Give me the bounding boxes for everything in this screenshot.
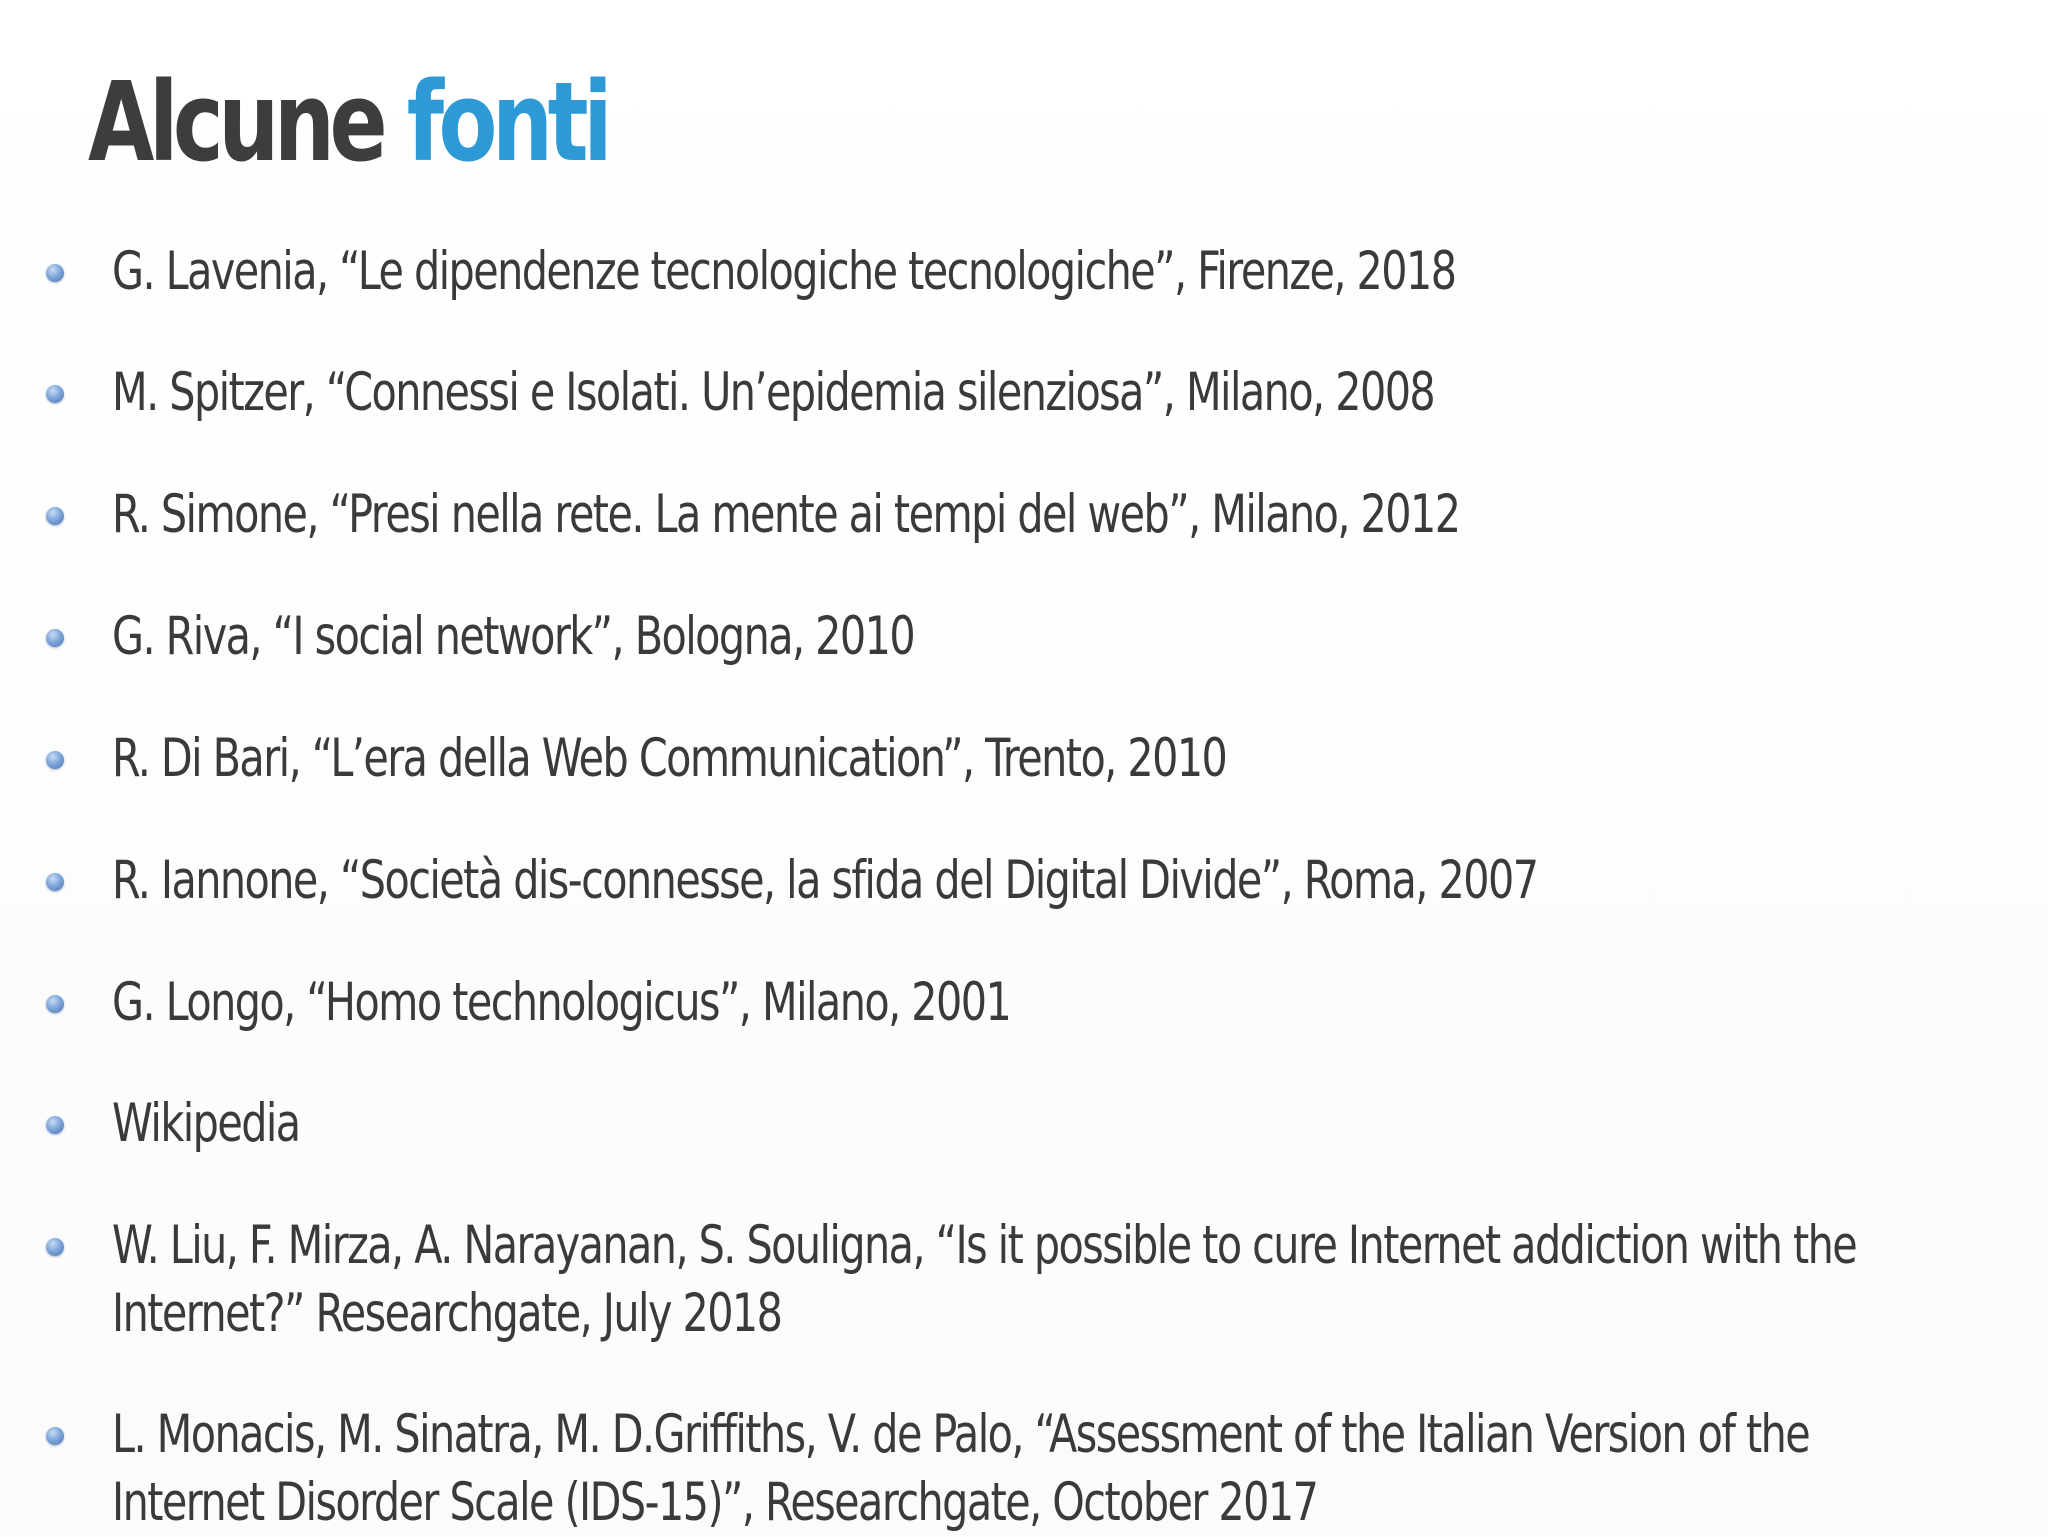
bullet-icon	[46, 629, 64, 647]
bullet-icon	[46, 751, 64, 769]
source-text: Wikipedia	[112, 1093, 300, 1154]
source-text: G. Longo, “Homo technologicus”, Milano, 2001	[112, 972, 1011, 1033]
bullet-icon	[46, 507, 64, 525]
source-text: M. Spitzer, “Connessi e Isolati. Un’epidemia silenziosa”, Milano, 2008	[112, 362, 1435, 423]
source-text: R. Di Bari, “L’era della Web Communication”, Trento, 2010	[112, 728, 1227, 789]
source-text: G. Riva, “I social network”, Bologna, 2010	[112, 606, 915, 667]
source-text: R. Simone, “Presi nella rete. La mente ai tempi del web”, Milano, 2012	[112, 484, 1460, 545]
bullet-icon	[46, 1116, 64, 1134]
bullet-icon	[46, 873, 64, 891]
bullet-icon	[46, 1427, 64, 1445]
bullet-icon	[46, 995, 64, 1013]
title-main: Alcune	[88, 58, 383, 186]
bullet-icon	[46, 264, 64, 282]
bullet-icon	[46, 1238, 64, 1256]
title-accent: fonti	[406, 58, 608, 186]
source-text: R. Iannone, “Società dis-connesse, la sfida del Digital Divide”, Roma, 2007	[112, 850, 1538, 911]
source-text: W. Liu, F. Mirza, A. Narayanan, S. Souligna, “Is it possible to cure Internet addiction with the Internet?” Researchgate, July 2018	[112, 1215, 1857, 1344]
source-text: G. Lavenia, “Le dipendenze tecnologiche tecnologiche”, Firenze, 2018	[112, 241, 1456, 302]
source-text: L. Monacis, M. Sinatra, M. D.Griffiths, V. de Palo, “Assessment of the Italian Version of the Internet Disorder Scale (IDS-15)”, Researchgate, October 2017	[112, 1404, 1810, 1533]
bullet-icon	[46, 385, 64, 403]
